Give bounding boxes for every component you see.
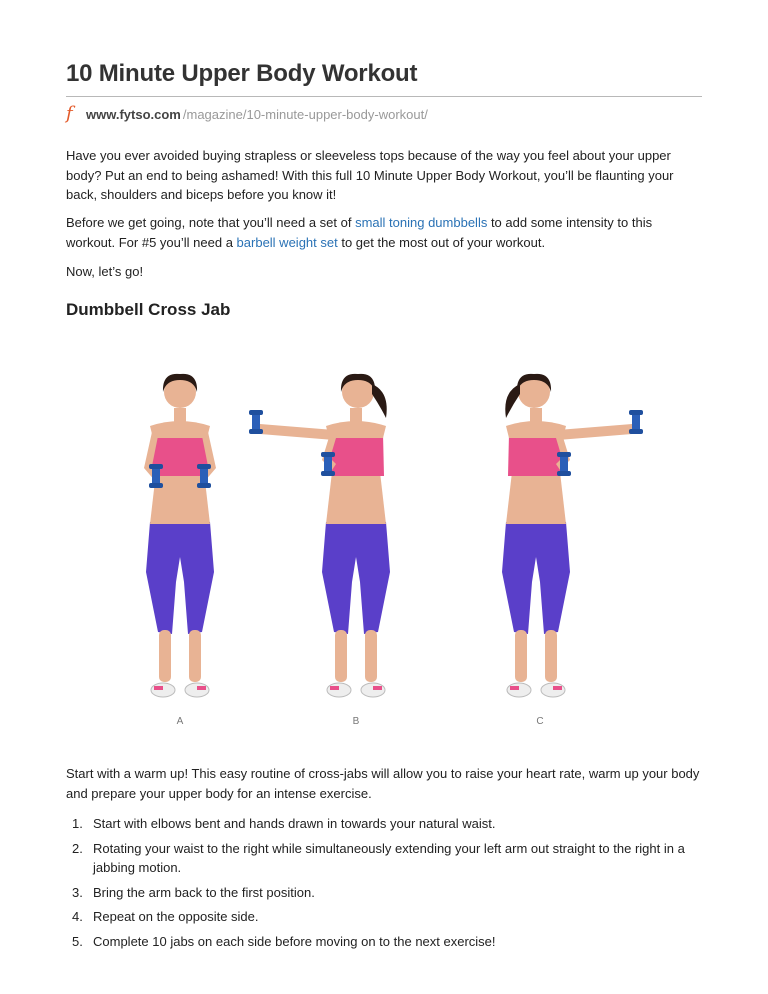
exercise-illustration (120, 372, 660, 732)
fytso-f-icon: f (66, 103, 73, 124)
source-line (66, 104, 428, 124)
figure-a (144, 374, 216, 697)
page-title: 10 Minute Upper Body Workout (66, 60, 418, 87)
step-text: Complete 10 jabs on each side before moving on to the next exercise! (93, 933, 496, 949)
step-number: 5. (72, 933, 83, 949)
equipment-paragraph (66, 213, 702, 252)
equipment-text-1: Before we get going, note that you’ll need a set of (66, 215, 356, 230)
figure-label-c: C (536, 716, 544, 727)
list-item (66, 814, 702, 834)
small-toning-dumbbells-link[interactable]: small toning dumbbells (355, 215, 488, 230)
barbell-weight-set-link[interactable]: barbell weight set (236, 234, 338, 250)
figure-c (502, 374, 643, 697)
step-text: Rotating your waist to the right while simultaneously extending your left arm out straight to the right in a jabbing motion. (93, 840, 685, 875)
source-domain-link[interactable]: www.fytso.com (86, 106, 181, 122)
step-text: Bring the arm back to the first position. (93, 884, 315, 900)
intro-paragraph: Have you ever avoided buying strapless or sleeveless tops because of the way you feel about your upper body? Put an end to being ashamed! With this full 10 Minute Upper Body Workout, you’ll be flaunting your back, shoulders and biceps before you know it! (66, 148, 674, 202)
step-number: 1. (72, 816, 83, 831)
step-number: 2. (72, 840, 83, 856)
step-number: 3. (72, 884, 83, 900)
step-text: Repeat on the opposite side. (93, 909, 259, 924)
section-heading: Dumbbell Cross Jab (66, 300, 231, 319)
title-divider (66, 96, 702, 97)
figure-label-a: A (176, 716, 184, 727)
list-item (66, 839, 702, 878)
list-item (66, 932, 702, 952)
figure-label-b: B (352, 716, 360, 727)
list-item (66, 907, 702, 927)
source-path-link[interactable]: /magazine/10-minute-upper-body-workout/ (182, 106, 428, 122)
equipment-text-2: to add some intensity to this workout. For #5 you’ll need a (66, 215, 653, 250)
lets-go-paragraph: Now, let’s go! (66, 264, 144, 279)
steps-list (66, 814, 702, 956)
figure-b (249, 374, 390, 697)
step-text: Start with elbows bent and hands drawn in towards your natural waist. (93, 816, 496, 831)
step-number: 4. (72, 909, 83, 924)
exercise-description: Start with a warm up! This easy routine of cross-jabs will allow you to raise your heart rate, warm up your body and prepare your upper body for an intense exercise. (66, 766, 700, 801)
equipment-text-3: to get the most out of your workout. (337, 234, 546, 250)
list-item (66, 883, 702, 903)
